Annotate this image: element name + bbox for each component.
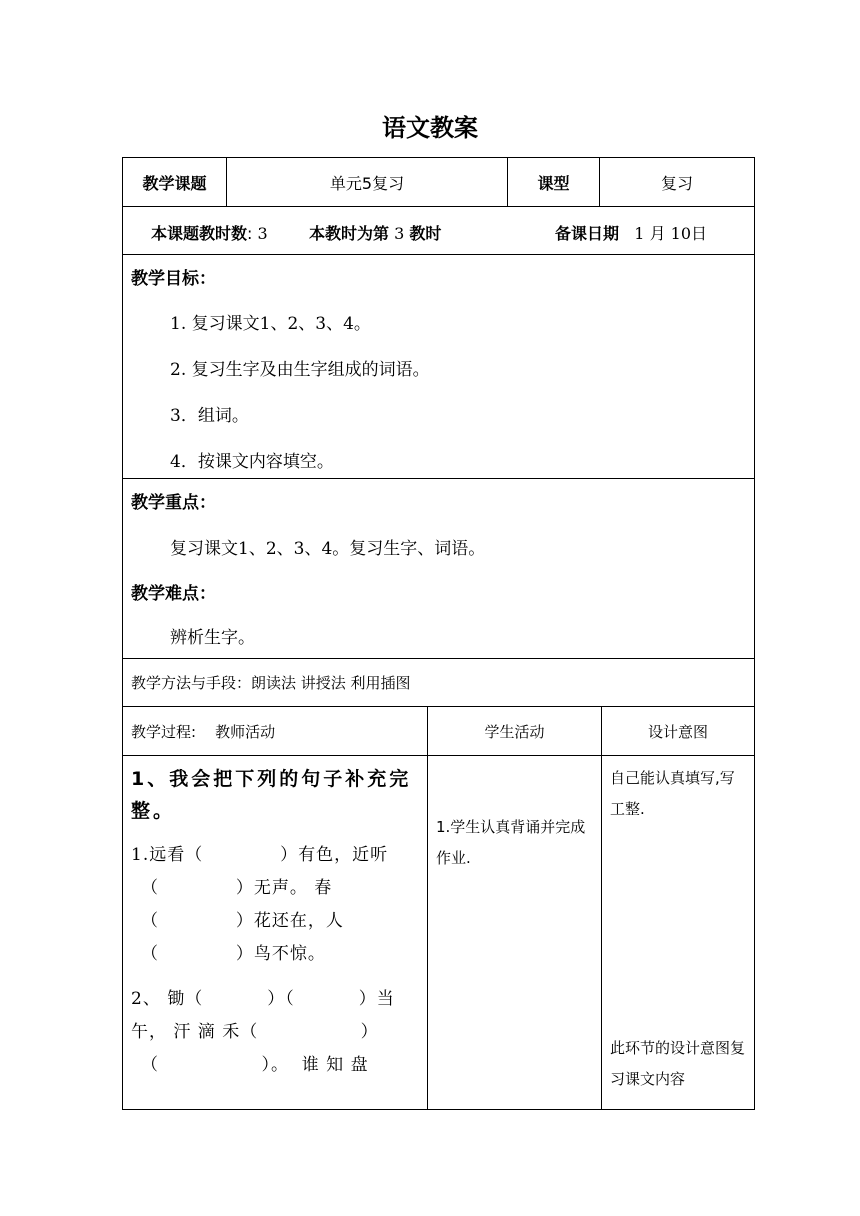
process-header bbox=[123, 707, 428, 756]
intent-top-text: 自己能认真填写,写工整. bbox=[610, 769, 735, 818]
student-activity-cell: 1.学生认真背诵并完成作业. bbox=[428, 756, 602, 1110]
process-label: 教学过程: bbox=[131, 722, 197, 741]
intent-col-header: 设计意图 bbox=[602, 707, 755, 756]
methods-row: 教学方法与手段：朗读法 讲授法 利用插图 bbox=[123, 659, 755, 707]
current-hour-value: 3 bbox=[394, 223, 405, 243]
difficulties-text: 辨析生字。 bbox=[170, 628, 255, 648]
focus-cell bbox=[123, 479, 755, 659]
difficulties-label: 教学难点： bbox=[131, 584, 216, 604]
prep-date-label: 备课日期 bbox=[555, 223, 620, 243]
prep-month: 1 bbox=[634, 223, 645, 243]
total-hours-value: 3 bbox=[257, 223, 268, 243]
question-line: （ ）无声。 春 bbox=[141, 878, 333, 898]
current-hour-suffix: 教时 bbox=[409, 223, 442, 243]
objective-item: 4．按课文内容填空。 bbox=[170, 452, 334, 472]
lesson-plan-table bbox=[122, 157, 754, 1110]
type-value: 复习 bbox=[600, 158, 755, 207]
total-hours-label: 本课题教时数 bbox=[151, 223, 248, 243]
objectives-label: 教学目标： bbox=[131, 269, 216, 289]
page-title: 语文教案 bbox=[382, 114, 478, 142]
key-points-text: 复习课文1、2、3、4。复习生字、词语。 bbox=[170, 539, 486, 559]
topic-value: 单元5复习 bbox=[227, 158, 508, 207]
teacher-activity-cell bbox=[123, 756, 428, 1110]
objectives-cell bbox=[123, 255, 755, 479]
schedule-row: 本课题教时数: 3 本教时为第 3 教时 备课日期 1 月 10日 bbox=[123, 207, 755, 255]
month-unit: 月 bbox=[649, 223, 666, 243]
question-line: 午， 汗 滴 禾（ ） bbox=[131, 1022, 379, 1042]
objective-item: 1. 复习课文1、2、3、4。 bbox=[170, 314, 371, 334]
question-line: （ ）花还在，人 bbox=[141, 911, 344, 931]
teacher-col-header: 教师活动 bbox=[215, 722, 276, 741]
question-line: 2、 锄（ ）（ ）当 bbox=[131, 989, 395, 1009]
prep-day: 10 bbox=[670, 223, 692, 243]
day-unit: 日 bbox=[691, 223, 708, 243]
current-hour-prefix: 本教时为第 bbox=[309, 223, 390, 243]
topic-label: 教学课题 bbox=[123, 158, 227, 207]
intent-cell bbox=[602, 756, 755, 1110]
key-points-label: 教学重点： bbox=[131, 493, 216, 513]
type-label: 课型 bbox=[508, 158, 600, 207]
objective-item: 2. 复习生字及由生字组成的词语。 bbox=[170, 360, 430, 380]
question-line: 1.远看（ ）有色，近听 bbox=[131, 845, 389, 865]
student-col-header: 学生活动 bbox=[428, 707, 602, 756]
question-title: 1、我会把下列的句子补充完整。 bbox=[131, 768, 412, 822]
intent-bottom-text: 此环节的设计意图复习课文内容 bbox=[610, 1039, 746, 1088]
objective-item: 3．组词。 bbox=[170, 406, 249, 426]
question-line: （ ）。 谁 知 盘 bbox=[141, 1055, 369, 1075]
question-line: （ ）鸟不惊。 bbox=[141, 944, 326, 964]
